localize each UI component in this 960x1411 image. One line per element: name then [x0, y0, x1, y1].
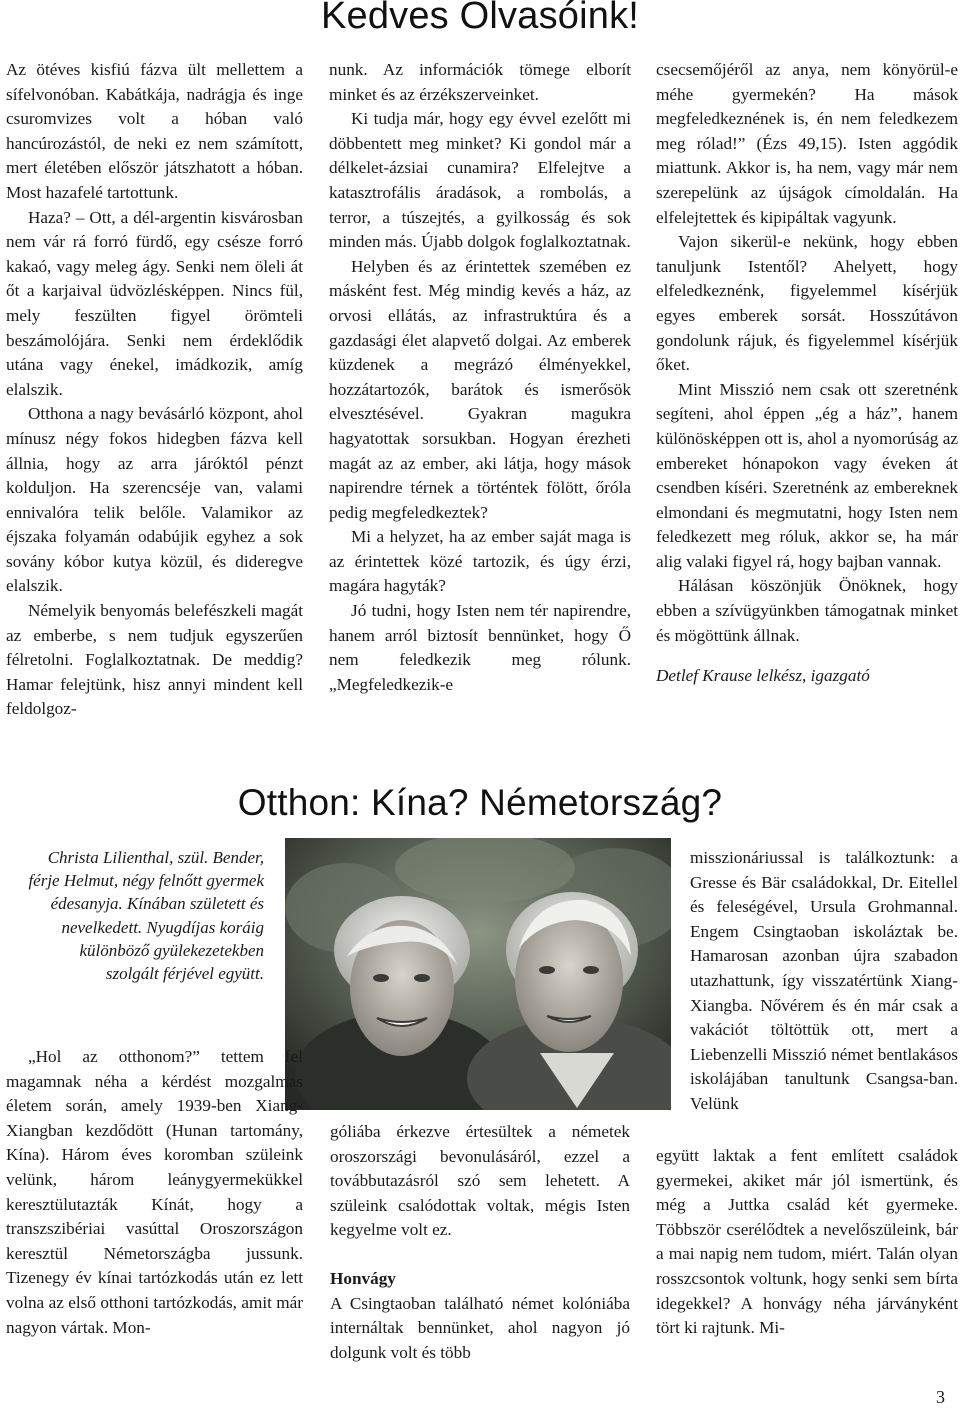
intro-paragraph: Haza? – Ott, a dél-argentin kisvárosban nem vár rá forró fürdő, egy csésze forró kakaó, vagy meleg ágy. Senki nem öleli át őt a karjaival üdvözlésképpen. Nincs fül, mely feszülten figyel örömteli beszámolójára. Senki nem érdeklődik utána vagy énekel, imádkozik, amíg elalszik. — [6, 207, 303, 399]
couple-photo — [285, 838, 671, 1110]
intro-paragraph: Jó tudni, hogy Isten nem tér napirendre, hanem arról biztosít bennünket, hogy Ő nem feledkezik meg rólunk. „Megfeledkezik-e — [329, 601, 631, 694]
intro-column-1 — [6, 58, 303, 722]
intro-paragraph: Helyben és az érintettek szemében ez másként fest. Még mindig kevés a ház, az orvosi ellátás, az infrastruktúra és a gazdasági élet alapvető dolgai. Az emberek küzdenek a megrázó élményekkel, hozzátartozók, barátok és ismerősök elvesztésével. Gyakran magukra hagyatottak sorsukban. Hogyan érezheti magát az az ember, aki látja, hogy mások napirendre térnek a történtek fölött, őróla pedig megfeledkeztek? — [329, 256, 631, 522]
intro-paragraph: nunk. Az információk tömege elborít minket és az érzékszerveinket. — [329, 60, 631, 104]
intro-paragraph: Némelyik benyomás belefészkeli magát az emberbe, s nem tudjuk egyszerűen félretolni. Foglalkoztatnak. De meddig? Hamar felejtünk, hisz annyi mindent kell feldolgoz- — [6, 601, 303, 719]
article-column-middle — [330, 1120, 630, 1365]
couple-photo-illustration — [285, 838, 671, 1110]
article-column-right — [656, 1144, 958, 1341]
intro-column-2 — [329, 58, 631, 697]
newsletter-title: Kedves Olvasóink! — [320, 0, 640, 37]
intro-paragraph: Ki tudja már, hogy egy évvel ezelőtt mi döbbentett meg minket? Ki gondol már a délkelet-ázsiai cunamira? Elfelejtve a katasztrofális áradások, a rombolás, a terror, a túszejtés, a gyilkosság és sok minden más. Újabb dolgok foglalkoztatnak. — [329, 109, 631, 252]
intro-paragraph: Hálásan köszönjük Önöknek, hogy ebben a szívügyünkben támogatnak minket és mögöttünk állnak. — [656, 576, 958, 645]
article-paragraph: „Hol az otthonom?” tettem fel magamnak néha a kérdést mozgalmas életem során, amely 1939-ben Xiang-Xiangban kezdődött (Hunan tartomány, Kína). Három éves koromban szüleink velünk, három leánygyermekükkel keresztülutazták Kínát, hogy a transzszibériai vasúttal Oroszországon keresztül Németországba jussunk. Tizenegy év kínai tartózkodás után ez lett volna az első otthoni tartózkodás, amit már nagyon vártak. Mon- — [6, 1047, 303, 1337]
article-column-right-top — [690, 846, 958, 1117]
article-subheading: Honvágy — [330, 1268, 396, 1288]
intro-paragraph: Mint Misszió nem csak ott szeretnénk segíteni, ahol éppen „ég a ház”, hanem különösképpen ott is, ahol a nyomorúság az embereket hónapokon vagy éveken át csendben kíséri. Szeretnénk az embereknek elmondani és megmutatni, hogy Isten nem feledkezett meg róluk, akkor se, ha már alig valaki figyel rá, hogy bajban vannak. — [656, 379, 958, 571]
intro-paragraph: Az ötéves kisfiú fázva ült mellettem a sífelvonóban. Kabátkája, nadrágja és inge csuromvizes volt a hóban való hancúrozástól, de neki ez nem számított, mert életében először játszhatott a hóban. Most hazafelé tartottunk. — [6, 60, 303, 202]
author-caption: Christa Lilienthal, szül. Bender, férje Helmut, négy felnőtt gyermek édesanyja. Kínában született és nevelkedett. Nyugdíjas koráig különböző gyülekezetekben szolgált férjével együtt. — [28, 848, 264, 984]
intro-signature: Detlef Krause lelkész, igazgató — [656, 666, 870, 686]
intro-paragraph: csecsemőjéről az anya, nem könyörül-e méhe gyermekén? Ha mások megfeledkeznének is, én nem feledkezem meg rólad!” (Ézs 49,15). Isten aggódik miattunk. Akkor is, ha nem, vagy már nem szerepelünk az újságok címoldalán. Ha elfelejtettek és kipipáltak vagyunk. — [656, 60, 958, 227]
article-paragraph: góliába érkezve értesültek a németek oroszországi bevonulásáról, ezzel a továbbutazásról szó sem lehetett. A szüleink csalódottak voltak, mégis Isten kegyelme volt ez. — [330, 1122, 630, 1240]
intro-paragraph: Vajon sikerül-e nekünk, hogy ebben tanuljunk Istentől? Ahelyett, hogy elfeledkeznénk, figyelemmel kísérjük egyes emberek sorsát. Hosszútávon gondolunk rájuk, és figyelemmel kísérjük őket. — [656, 232, 958, 375]
article-paragraph: misszionáriussal is találkoztunk: a Gresse és Bär családokkal, Dr. Eitellel és feleségével, Ursula Grohmannal. Engem Csingtaoban iskoláztak be. Hamarosan azonban újra szabadon utazhattunk, így visszatértünk Xiang-Xiangba. Nővérem és én már csak a vakációt töltöttük ott, mert a Liebenzelli Misszió német bentlakásos iskolájában tanultunk Csangsa-ban. Velünk — [690, 848, 958, 1113]
intro-paragraph: Mi a helyzet, ha az ember saját maga is az érintettek közé tartozik, és úgy érzi, magára hagyták? — [329, 527, 631, 596]
article-paragraph: együtt laktak a fent említett családok gyermekei, akiket már jól ismertünk, és még a Juttka család két gyermeke. Többször cserélődtek a nevelőszüleink, bár a mai napig nem tudom, miért. Talán olyan rosszcsontok voltunk, hogy senki sem bírta idegekkel? A honvágy néha járványként tört ki rajtunk. Mi- — [656, 1146, 958, 1338]
intro-paragraph: Otthona a nagy bevásárló központ, ahol mínusz négy fokos hidegben fázva kell állnia, hogy az arra járóktól pénzt kolduljon. Ha szerencséje van, valami ennivalóra telik belőle. Valamikor az éjszaka folyamán odabújik egyhez a sok sovány kóbor kutya közül, és dideregve elalszik. — [6, 404, 303, 596]
article-column-left — [6, 1045, 303, 1340]
page-number: 3 — [936, 1387, 945, 1407]
article-title: Otthon: Kína? Németország? — [237, 782, 723, 823]
article-paragraph: A Csingtaoban található német kolóniába internáltak bennünket, ahol nagyon jó dolgunk volt és több — [330, 1293, 630, 1362]
intro-column-3 — [656, 58, 958, 689]
